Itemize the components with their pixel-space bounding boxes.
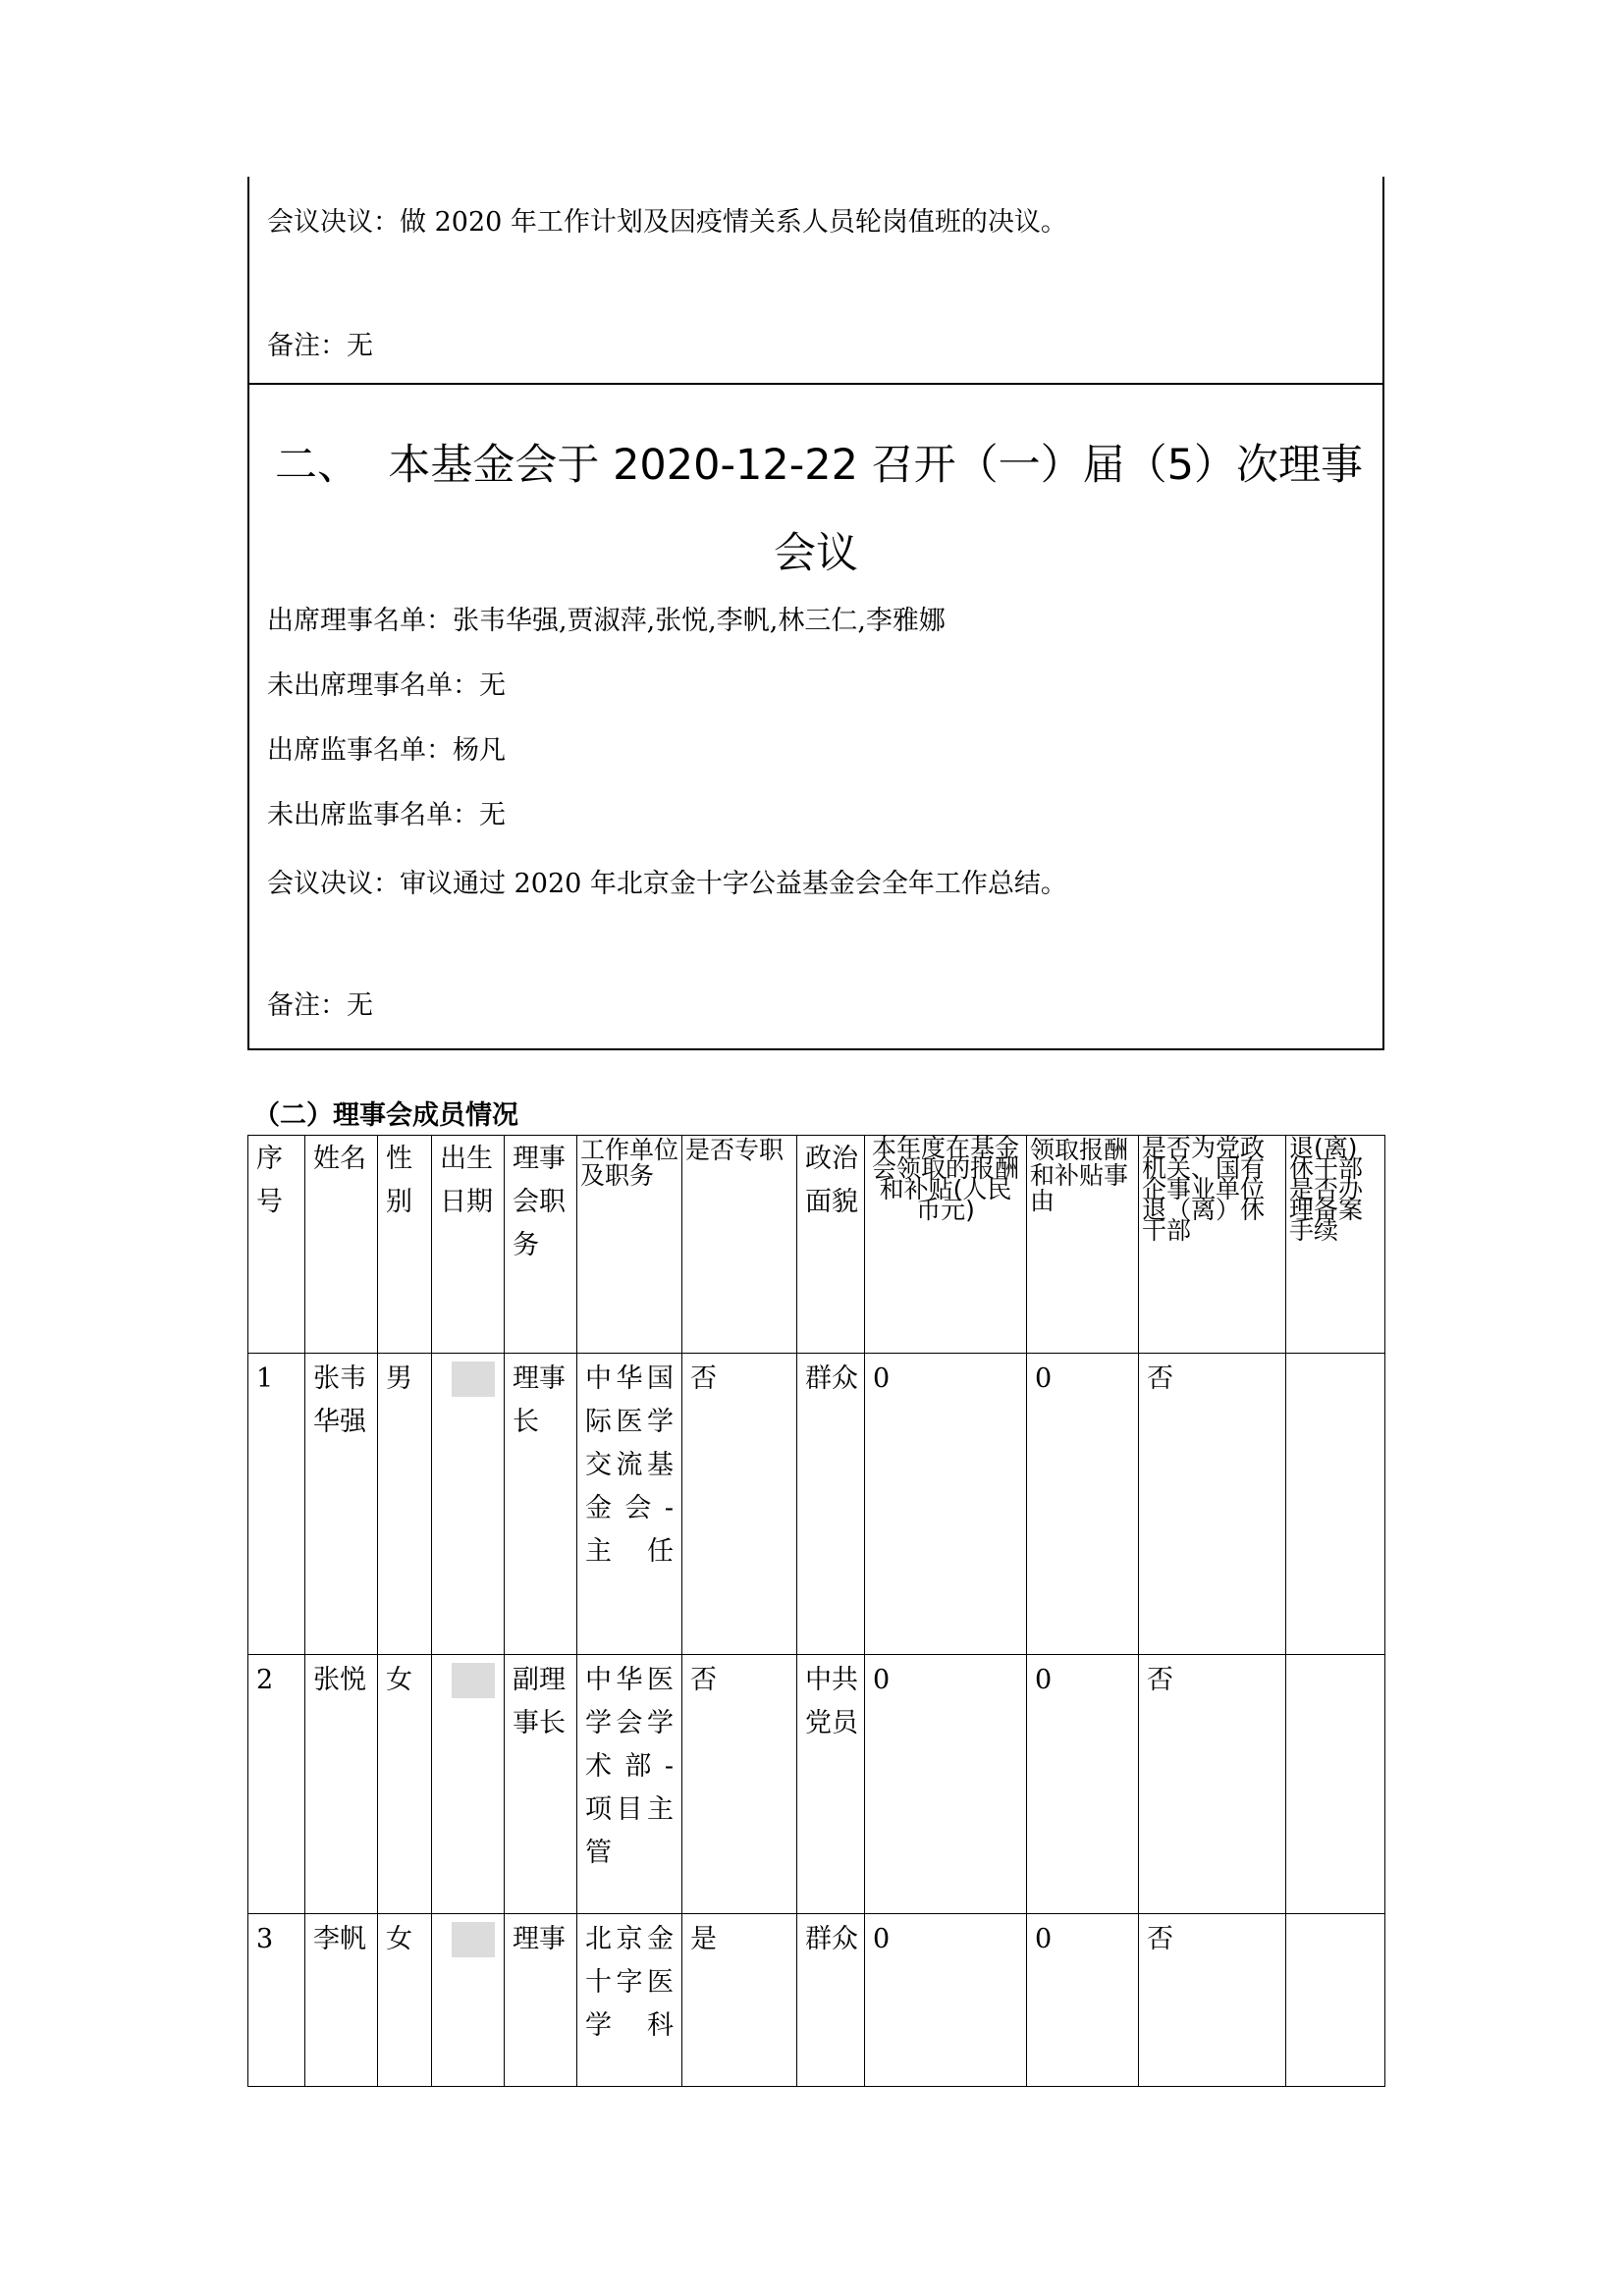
- meeting-1-resolution: 会议决议：做 2020 年工作计划及因疫情关系人员轮岗值班的决议。: [267, 207, 1067, 238]
- cell-fulltime: 否: [682, 1655, 797, 1914]
- header-gender: 性别: [378, 1136, 432, 1354]
- board-members-table: [247, 1135, 1385, 2087]
- meeting-2-box: [247, 385, 1384, 1050]
- header-birth-date: 出生日期: [432, 1136, 505, 1354]
- meeting-2-heading-line2: 会议: [774, 529, 858, 578]
- cell-employer: 北京金十字医学科: [577, 1914, 682, 2087]
- meeting-2-heading-text: 本基金会于 2020-12-22 召开（一）届（5）次理事: [388, 441, 1363, 490]
- cell-retired: 否: [1139, 1354, 1286, 1655]
- meeting-1-remarks: 备注：无: [267, 331, 373, 361]
- cell-no: 1: [248, 1354, 305, 1655]
- attending-directors: 出席理事名单：张韦华强,贾淑萍,张悦,李帆,林三仁,李雅娜: [267, 606, 946, 636]
- header-no: 序号: [248, 1136, 305, 1354]
- cell-political: 群众: [797, 1354, 865, 1655]
- cell-name: 张悦: [305, 1655, 378, 1914]
- cell-gender: 男: [378, 1354, 432, 1655]
- table-row: [248, 1914, 1385, 2087]
- cell-political: 中共党员: [797, 1655, 865, 1914]
- meeting-2-heading-number: 二、: [275, 441, 359, 490]
- cell-birth-date: [432, 1914, 505, 2087]
- header-pay-reason: 领取报酬和补贴事由: [1027, 1136, 1139, 1354]
- header-board-role: 理事会职务: [505, 1136, 577, 1354]
- cell-no: 2: [248, 1655, 305, 1914]
- table-row: [248, 1354, 1385, 1655]
- cell-pay-reason: 0: [1027, 1655, 1139, 1914]
- absent-directors: 未出席理事名单：无: [267, 670, 506, 701]
- section-title: （二）理事会成员情况: [253, 1100, 518, 1131]
- cell-filed: [1286, 1914, 1385, 2087]
- header-political: 政治面貌: [797, 1136, 865, 1354]
- table-header-row: [248, 1136, 1385, 1354]
- redacted-birth-date: [452, 1922, 495, 1957]
- cell-gender: 女: [378, 1655, 432, 1914]
- redacted-birth-date: [452, 1362, 495, 1397]
- header-pay: 本年度在基金会领取的报酬和补贴(人民币元): [865, 1136, 1027, 1354]
- cell-employer: 中华国际医学交流基金会-主任: [577, 1354, 682, 1655]
- table-row: [248, 1655, 1385, 1914]
- header-filed: 退(离)休干部是否办理备案手续: [1286, 1136, 1385, 1354]
- meeting-1-box: [247, 177, 1384, 385]
- cell-retired: 否: [1139, 1655, 1286, 1914]
- cell-no: 3: [248, 1914, 305, 2087]
- cell-role: 理事长: [505, 1354, 577, 1655]
- cell-role: 副理事长: [505, 1655, 577, 1914]
- meeting-2-remarks: 备注：无: [267, 990, 373, 1021]
- header-employer: 工作单位及职务: [577, 1136, 682, 1354]
- cell-birth-date: [432, 1354, 505, 1655]
- cell-pay: 0: [865, 1914, 1027, 2087]
- header-name: 姓名: [305, 1136, 378, 1354]
- cell-pay-reason: 0: [1027, 1914, 1139, 2087]
- meeting-2-resolution: 会议决议：审议通过 2020 年北京金十字公益基金会全年工作总结。: [267, 869, 1067, 899]
- cell-fulltime: 是: [682, 1914, 797, 2087]
- cell-filed: [1286, 1354, 1385, 1655]
- cell-pay: 0: [865, 1354, 1027, 1655]
- cell-fulltime: 否: [682, 1354, 797, 1655]
- header-retired: 是否为党政机关、国有企事业单位退（离）休干部: [1139, 1136, 1286, 1354]
- cell-pay-reason: 0: [1027, 1354, 1139, 1655]
- cell-name: 李帆: [305, 1914, 378, 2087]
- cell-retired: 否: [1139, 1914, 1286, 2087]
- cell-employer: 中华医学会学术部-项目主管: [577, 1655, 682, 1914]
- cell-political: 群众: [797, 1914, 865, 2087]
- absent-supervisors: 未出席监事名单：无: [267, 800, 506, 830]
- cell-filed: [1286, 1655, 1385, 1914]
- cell-name: 张韦华强: [305, 1354, 378, 1655]
- cell-pay: 0: [865, 1655, 1027, 1914]
- header-fulltime: 是否专职: [682, 1136, 797, 1354]
- attending-supervisors: 出席监事名单：杨凡: [267, 735, 506, 766]
- redacted-birth-date: [452, 1663, 495, 1698]
- cell-role: 理事: [505, 1914, 577, 2087]
- cell-birth-date: [432, 1655, 505, 1914]
- cell-gender: 女: [378, 1914, 432, 2087]
